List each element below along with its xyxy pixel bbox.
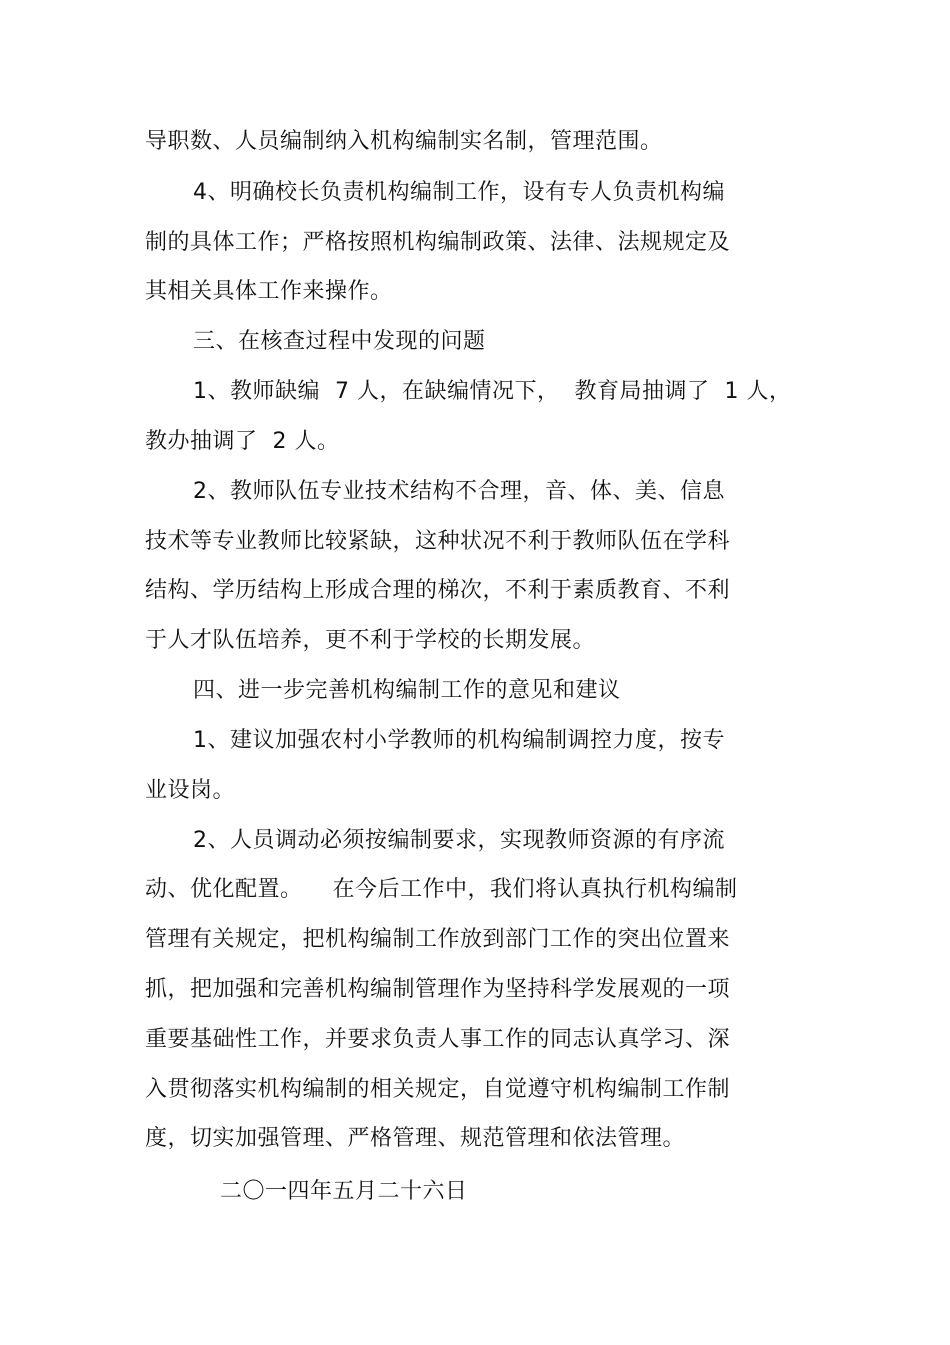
text-line: 2、教师队伍专业技术结构不合理，音、体、美、信息 [193,479,725,504]
text-line: 业设岗。 [145,778,236,803]
section-heading: 四、进一步完善机构编制工作的意见和建议 [193,678,621,703]
text-line: 其相关具体工作来操作。 [145,279,393,304]
text-line: 动、优化配置。 在今后工作中，我们将认真执行机构编制 [145,877,738,902]
text-line: 技术等专业教师比较紧缺，这种状况不利于教师队伍在学科 [145,529,731,554]
text-line: 于人才队伍培养，更不利于学校的长期发展。 [145,628,596,653]
text-line: 1、教师缺编 7 人，在缺编情况下， 教育局抽调了 1 人， [193,379,792,404]
text-line: 管理有关规定，把机构编制工作放到部门工作的突出位置来 [145,927,731,952]
text-line: 结构、学历结构上形成合理的梯次，不利于素质教育、不利 [145,578,731,603]
text-line: 制的具体工作；严格按照机构编制政策、法律、法规规定及 [145,230,731,255]
text-line: 2、人员调动必须按编制要求，实现教师资源的有序流 [193,828,725,853]
document-date: 二〇一四年五月二十六日 [220,1179,468,1204]
section-heading: 三、在核查过程中发现的问题 [193,329,486,354]
text-line: 度，切实加强管理、严格管理、规范管理和依法管理。 [145,1126,686,1151]
text-line: 1、建议加强农村小学教师的机构编制调控力度，按专 [193,728,725,753]
text-line: 教办抽调了 2 人。 [145,429,340,454]
text-line: 重要基础性工作，并要求负责人事工作的同志认真学习、深 [145,1027,731,1052]
text-line: 导职数、人员编制纳入机构编制实名制，管理范围。 [145,129,663,154]
text-line: 抓，把加强和完善机构编制管理作为坚持科学发展观的一项 [145,977,731,1002]
text-line: 4、明确校长负责机构编制工作，设有专人负责机构编 [193,180,725,205]
text-line: 入贯彻落实机构编制的相关规定，自觉遵守机构编制工作制 [145,1077,731,1102]
